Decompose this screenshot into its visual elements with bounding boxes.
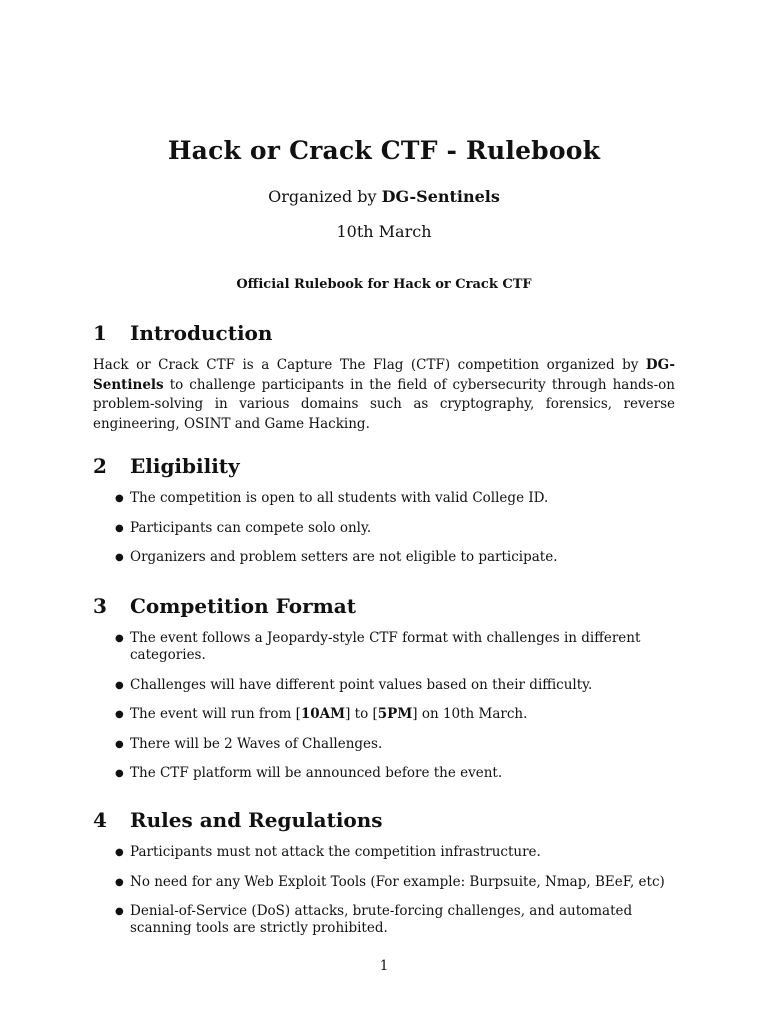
list-item-text: No need for any Web Exploit Tools (For example: Burpsuite, Nmap, BEeF, etc) (130, 873, 665, 890)
bullet-icon: ● (115, 906, 124, 917)
bullet-icon: ● (115, 847, 124, 858)
time-text-end: ] on 10th March. (412, 706, 528, 722)
list-item-text: The event follows a Jeopardy-style CTF format with challenges in different categories. (130, 630, 641, 663)
list-item-text: Challenges will have different point values based on their difficulty. (130, 676, 593, 693)
bullet-icon: ● (115, 679, 124, 691)
section-heading (93, 320, 675, 346)
section-rules (93, 807, 675, 950)
list-item (93, 765, 675, 782)
bracket-open: [ (295, 706, 301, 722)
bullet-icon: ● (115, 768, 124, 779)
section-introduction (93, 320, 675, 434)
section-eligibility (93, 453, 675, 579)
page-number: 1 (379, 958, 389, 974)
format-list (93, 630, 675, 782)
bullet-icon: ● (115, 493, 124, 504)
organizer-name: DG-Sentinels (381, 187, 500, 206)
intro-text-start: Hack or Crack CTF is a Capture The Flag (CTF) competition organized by (93, 357, 646, 373)
list-item (93, 706, 675, 723)
section-number: 2 (93, 454, 107, 478)
bullet-icon: ● (115, 709, 124, 720)
rules-list (93, 844, 675, 937)
list-item-text: Participants must not attack the competition infrastructure. (130, 844, 541, 860)
section-title: Competition Format (130, 594, 356, 618)
list-item-text: The CTF platform will be announced before the event. (130, 765, 503, 781)
section-number: 3 (93, 594, 107, 618)
list-item-text: Denial-of-Service (DoS) attacks, brute-forcing challenges, and automated scanning tools are strictly prohibited. (130, 903, 633, 936)
list-item (93, 844, 675, 861)
intro-organizer-name: DG-Sentinels (93, 357, 675, 393)
list-item-text: Organizers and problem setters are not eligible to participate. (130, 549, 558, 565)
end-time: 5PM (377, 706, 413, 722)
bullet-icon: ● (115, 522, 124, 534)
list-item (93, 677, 675, 694)
organizer-prefix: Organized by (268, 187, 382, 206)
list-item-text: The competition is open to all students with valid College ID. (130, 490, 549, 506)
list-item (93, 736, 675, 753)
bullet-icon: ● (115, 552, 124, 563)
section-competition-format (93, 593, 675, 795)
list-item (93, 520, 675, 537)
section-heading (93, 593, 675, 619)
section-title: Rules and Regulations (130, 808, 383, 832)
abstract-heading: Official Rulebook for Hack or Crack CTF (236, 277, 532, 292)
section-number: 4 (93, 808, 107, 832)
list-item-text: Participants can compete solo only. (130, 519, 372, 536)
list-item (93, 874, 675, 891)
event-date: 10th March (336, 222, 432, 241)
intro-text-end: to challenge participants in the field of cybersecurity through hands-on problem-solving in various domains such as cryptography, forensics, reverse engineering, OSINT and Game Hacking. (93, 376, 675, 432)
introduction-paragraph (93, 356, 675, 434)
list-item-text: There will be 2 Waves of Challenges. (130, 735, 383, 752)
bullet-icon: ● (115, 738, 124, 750)
list-item (93, 490, 675, 507)
time-text-mid: ] to [ (345, 706, 378, 722)
list-item (93, 903, 675, 937)
bullet-icon: ● (115, 876, 124, 888)
section-heading (93, 807, 675, 833)
section-heading (93, 453, 675, 479)
list-item (93, 630, 675, 664)
organizer-line (93, 187, 675, 206)
eligibility-list (93, 490, 675, 566)
section-title: Introduction (130, 321, 273, 345)
document-page (93, 0, 675, 1024)
time-text-start: The event will run from (130, 706, 296, 722)
section-title: Eligibility (130, 454, 240, 478)
section-number: 1 (93, 321, 107, 345)
bullet-icon: ● (115, 633, 124, 644)
start-time: 10AM (300, 706, 346, 722)
document-title: Hack or Crack CTF - Rulebook (167, 136, 601, 165)
list-item (93, 549, 675, 566)
